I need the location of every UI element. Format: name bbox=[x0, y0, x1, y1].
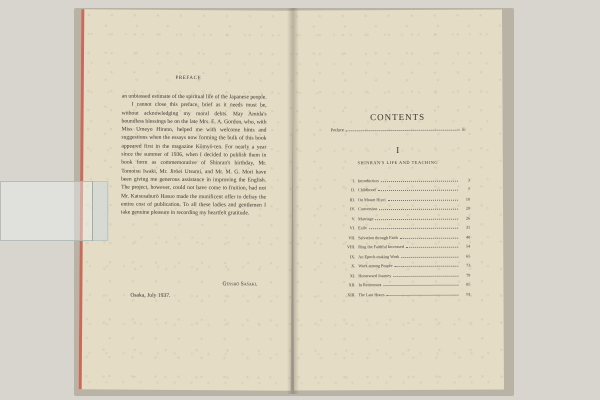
toc-number: IX. bbox=[349, 253, 356, 259]
toc-title: Conversion bbox=[358, 206, 378, 212]
toc-preface-page: iii bbox=[461, 126, 466, 132]
toc-number: IV. bbox=[350, 206, 356, 212]
toc-page-number: 54 bbox=[466, 243, 471, 249]
book-gutter bbox=[287, 8, 299, 394]
toc-title: In Retirement bbox=[358, 282, 382, 288]
contents-title: CONTENTS bbox=[370, 111, 426, 123]
toc-number: XI. bbox=[349, 272, 356, 278]
toc-title: Childhood bbox=[357, 187, 376, 193]
running-head: PREFACE bbox=[175, 75, 202, 82]
toc-number: X. bbox=[351, 263, 356, 269]
toc-page-number: 26 bbox=[465, 215, 471, 221]
toc-page-number: 73 bbox=[466, 262, 471, 268]
toc-title: Salvation through Faith bbox=[358, 234, 398, 240]
toc-title: An Epoch-making Work bbox=[358, 253, 400, 259]
toc-number: XIII. bbox=[347, 291, 356, 297]
toc-number: V. bbox=[351, 215, 356, 221]
glass-ruler-edge bbox=[92, 181, 109, 241]
toc-page-number: 40 bbox=[465, 234, 471, 240]
toc-page-number: 10 bbox=[465, 196, 471, 202]
leader-dots bbox=[387, 294, 459, 295]
toc-title: Work among People bbox=[358, 263, 393, 269]
leader-dots bbox=[346, 127, 460, 132]
author-signature: Gesshō Sasaki. bbox=[222, 281, 258, 288]
toc-page-number: 3 bbox=[467, 177, 470, 183]
toc-page-number: 85 bbox=[466, 281, 471, 287]
preface-body bbox=[121, 93, 267, 218]
left-page-preface bbox=[79, 9, 294, 390]
toc-title: Marriage bbox=[358, 215, 374, 221]
toc-page-number: 65 bbox=[466, 253, 471, 259]
place-date: Osaka, July 1937. bbox=[130, 292, 171, 299]
toc-title: Introduction bbox=[357, 177, 379, 183]
toc-title: Ring the Faithful Increased bbox=[358, 243, 404, 250]
part-title: SHINRAN'S LIFE AND TEACHING bbox=[357, 159, 439, 166]
part-numeral: I bbox=[396, 144, 400, 156]
toc-title: Exile bbox=[358, 225, 368, 231]
toc-number: VII. bbox=[348, 234, 356, 240]
toc-page-number: 20 bbox=[465, 205, 471, 211]
toc-title: On Mount Hiyei bbox=[357, 196, 386, 202]
preface-paragraph: I cannot close this preface, brief as it needs must be, without acknowledging my moral debts. May Amida's boundless blessings be on the late Mrs. E. A. Gordon, who, with Miss Umeyo Hirano, helped me with welcome hints and suggestions when the essays now forming the bulk of this book appeared first in the magazine Kōmyō-ten. For nearly a year since the summer of 1936, when I decided to publish them in book form as commemorative of Shinran's birthday, Mr. Tomotsu Iwaki, Mr. Jirōei Utsumi, and Mr. M. G. Mori have been giving me generous assistance in improving the English. The project, however, could not have come to fruition, had not Mr. Katsusaburō Hasuo made the munificent offer to defray the entire cost of publication. To all these ladies and gentlemen I take genuine pleasure in recording my heartfelt gratitude. bbox=[120, 101, 267, 217]
toc-number: VI. bbox=[349, 225, 356, 231]
toc-number: II. bbox=[351, 187, 355, 193]
toc-list bbox=[340, 173, 471, 297]
toc-page-number: 79 bbox=[466, 272, 471, 278]
toc-row bbox=[340, 287, 470, 297]
toc-number: III. bbox=[349, 196, 356, 202]
toc-number: XII. bbox=[348, 282, 356, 288]
toc-preface-label: Preface bbox=[330, 127, 344, 133]
toc-preface-entry bbox=[331, 127, 466, 133]
toc-number: I. bbox=[352, 177, 355, 183]
toc-page-number: 91 bbox=[466, 291, 471, 297]
toc-page-number: 31 bbox=[465, 224, 471, 230]
right-page-contents bbox=[292, 9, 504, 390]
toc-number: VIII. bbox=[346, 244, 356, 250]
toc-title: Homeward Journey bbox=[358, 272, 392, 278]
preface-paragraph: an unbiassed estimate of the spiritual life of the Japanese people. bbox=[121, 93, 267, 101]
toc-title: The Last Hours bbox=[358, 291, 385, 297]
toc-page-number: 7 bbox=[467, 186, 470, 192]
